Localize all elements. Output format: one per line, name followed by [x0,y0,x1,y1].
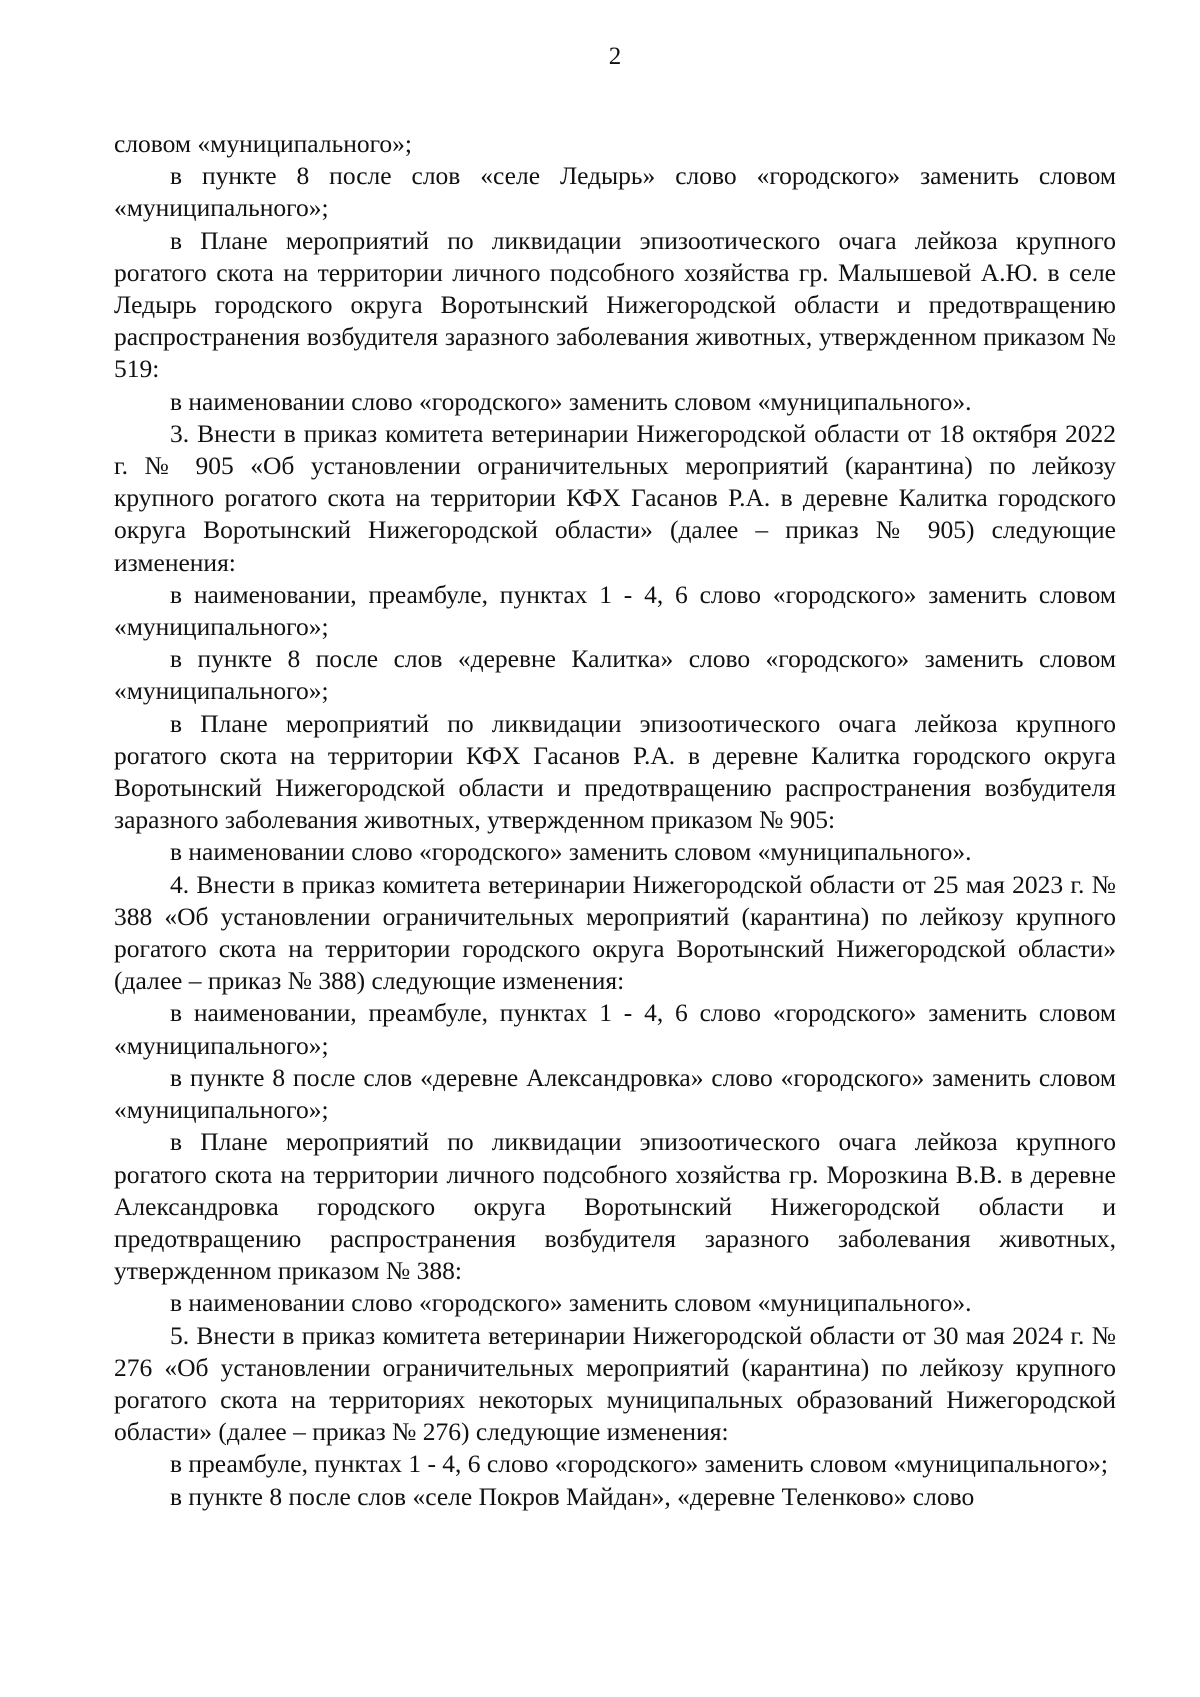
paragraph: 3. Внести в приказ комитета ветеринарии Нижегородской области от 18 октября 2022 г. № 905 «Об установлении ограничительных мероприятий (карантина) по лейкозу крупного рогатого скота на территории КФХ Гасанов Р.А. в деревне Калитка городского округа Воротынский Нижегородской области» (далее – приказ № 905) следующие изменения: [114,418,1116,577]
document-body [114,128,1116,1513]
page-number: 2 [608,43,622,70]
paragraph: в пункте 8 после слов «селе Покров Майдан», «деревне Теленково» слово [170,1481,975,1511]
paragraph: в пункте 8 после слов «селе Ледырь» слово «городского» заменить словом «муниципального»; [114,161,1116,223]
paragraph: в наименовании слово «городского» заменить словом «муниципального». [170,1288,972,1318]
paragraph: в пункте 8 после слов «деревне Александровка» слово «городского» заменить словом «муниципального»; [114,1062,1116,1125]
paragraph: в пункте 8 после слов «деревне Калитка» слово «городского» заменить словом «муниципального»; [114,644,1116,706]
paragraph: в преамбуле, пунктах 1 - 4, 6 слово «городского» заменить словом «муниципального»; [170,1449,1108,1479]
paragraph: 5. Внести в приказ комитета ветеринарии Нижегородской области от 30 мая 2024 г. № 276 «Об установлении ограничительных мероприятий (карантина) по лейкозу крупного рогатого скота на территориях некоторых муниципальных образований Нижегородской области» (далее – приказ № 276) следующие изменения: [114,1320,1116,1447]
paragraph: в наименовании, преамбуле, пунктах 1 - 4, 6 слово «городского» заменить словом «муниципального»; [114,579,1116,642]
paragraph: в наименовании, преамбуле, пунктах 1 - 4, 6 слово «городского» заменить словом «муниципального»; [114,998,1116,1060]
paragraph: в Плане мероприятий по ликвидации эпизоотического очага лейкоза крупного рогатого скота на территории личного подсобного хозяйства гр. Малышевой А.Ю. в селе Ледырь городского округа Воротынский Нижегородской области и предотвращению распространения возбудителя заразного заболевания животных, утвержденном приказом № 519: [114,225,1116,384]
paragraph: в Плане мероприятий по ликвидации эпизоотического очага лейкоза крупного рогатого скота на территории личного подсобного хозяйства гр. Морозкина В.В. в деревне Александровка городского округа Воротынский Нижегородской области и предотвращению распространения возбудителя заразного заболевания животных, утвержденном приказом № 388: [114,1127,1116,1286]
paragraph: 4. Внести в приказ комитета ветеринарии Нижегородской области от 25 мая 2023 г. № 388 «Об установлении ограничительных мероприятий (карантина) по лейкозу крупного рогатого скота на территории городского округа Воротынский Нижегородской области» (далее – приказ № 388) следующие изменения: [114,869,1116,996]
paragraph: в наименовании слово «городского» заменить словом «муниципального». [170,386,972,416]
paragraph: словом «муниципального»; [114,129,413,158]
paragraph: в наименовании слово «городского» заменить словом «муниципального». [170,837,972,867]
paragraph: в Плане мероприятий по ликвидации эпизоотического очага лейкоза крупного рогатого скота на территории КФХ Гасанов Р.А. в деревне Калитка городского округа Воротынский Нижегородской области и предотвращению распространения возбудителя заразного заболевания животных, утвержденном приказом № 905: [114,708,1116,835]
